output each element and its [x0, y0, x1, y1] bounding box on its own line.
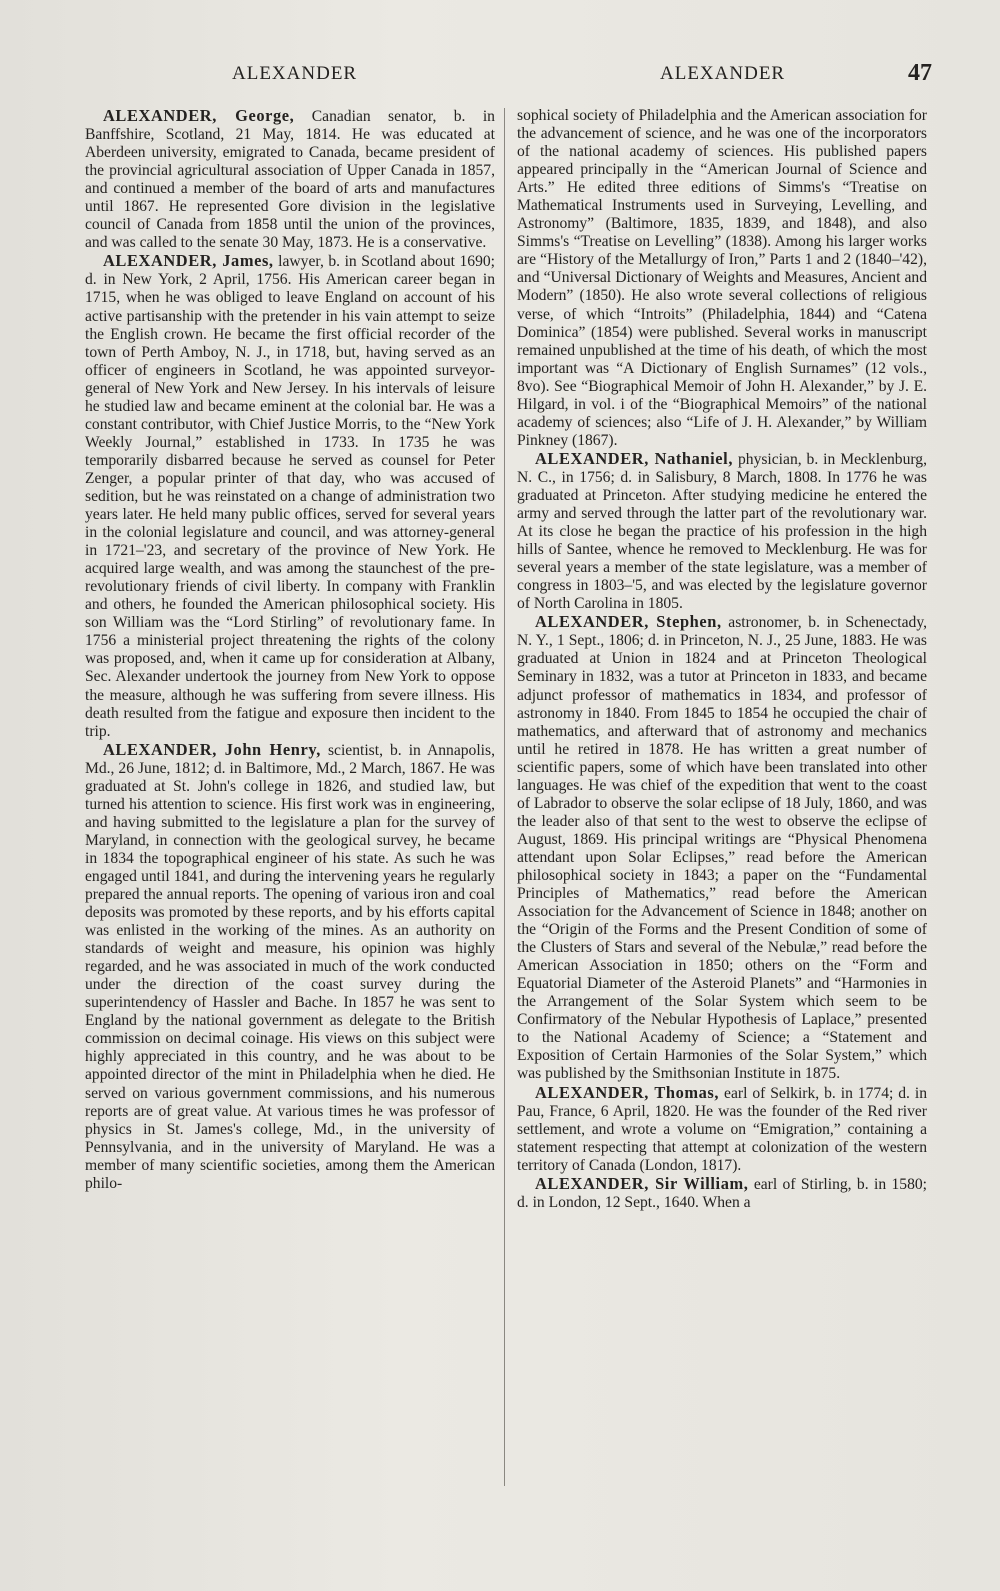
page-number: 47: [908, 60, 932, 86]
entry-name: ALEXANDER, James,: [103, 251, 274, 271]
entry-text: astronomer, b. in Schenectady, N. Y., 1 Sept., 1806; d. in Princeton, N. J., 25 June, 1883. He was graduated at Union in 1824 and at Princeton Theological Seminary in 1832, was a tutor at Princeton in 1833, and became adjunct professor of mathematics in 1834, and professor of astronomy in 1840. From 1845 to 1854 he occupied the chair of mathematics, and afterward that of astronomy and mechanics until he retired in 1878. He has written a great number of scientific papers, some of which have been translated into other languages. He was chief of the expedition that went to the coast of Labrador to observe the solar eclipse of 18 July, 1860, and was the leader also of that sent to the west to observe the eclipse of August, 1869. His principal writings are “Physical Phenomena attendant upon Solar Eclipses,” read before the American philosophical society in 1843; a paper on the “Fundamental Principles of Mathematics,” read before the American Association for the Advancement of Science in 1848; another on the “Origin of the Forms and the Present Condition of some of the Clusters of Stars and several of the Nebulæ,” read before the American Association in 1850; others on the “Form and Equatorial Diameter of the Asteroid Planets” and “Harmonies in the Arrangement of the Solar System which seem to be Confirmatory of the Nebular Hypothesis of Laplace,” presented to the National Academy of Science; a “Statement and Exposition of Certain Harmonies of the Solar System,” which was published by the Smithsonian Institute in 1875.: [517, 614, 928, 1083]
entry-name: ALEXANDER, George,: [103, 106, 295, 125]
entry-text: lawyer, b. in Scotland about 1690; d. in New York, 2 April, 1756. His American career began in 1715, when he was obliged to leave England on account of his active partisanship with the pretender in his vain attempt to seize the English crown. He became the first official recorder of the town of Perth Amboy, N. J., in 1718, but, having served as an officer of engineers in Scotland, he was appointed surveyor-general of New York and New Jersey. In his intervals of leisure he studied law and became eminent at the colonial bar. He was a constant contributor, with Chief Justice Morris, to the “New York Weekly Journal,” established in 1733. In 1735 he was temporarily disbarred because he served as counsel for Peter Zenger, a popular printer of that day, who was accused of sedition, but he was reinstated on a change of administration two years later. He held many public offices, served for several years in the colonial legislature and council, and was attorney-general in 1721–'23, and secretary of the province of New York. He acquired large wealth, and was among the staunchest of the pre-revolutionary friends of civil liberty. In company with Franklin and others, he founded the American philosophical society. His son William was the “Lord Stirling” of revolutionary fame. In 1756 a ministerial project threatening the rights of the colony was proposed, and, when it came up for consideration at Albany, Sec. Alexander undertook the journey from New York to oppose the measure, although he was suffering from severe illness. His death resulted from the fatigue and exposure then incident to the trip.: [85, 253, 496, 740]
entry-continuation: [517, 107, 927, 450]
entry-name: ALEXANDER, Thomas,: [535, 1082, 720, 1102]
left-column: [85, 107, 495, 1193]
entry-name: ALEXANDER, Sir William,: [535, 1173, 749, 1193]
entry-text: physician, b. in Mecklenburg, N. C., in 1756; d. in Salisbury, 8 March, 1808. In 1776 he was graduated at Princeton. After studying medicine he entered the army and served through the latter part of the revolutionary war. At its close he began the practice of his profession in the high hills of Santee, whence he removed to Mecklenburg. He was for several years a member of the state legislature, was a member of congress in 1803–'5, and was elected by the legislature governor of North Carolina in 1805.: [517, 450, 927, 613]
entry-text: sophical society of Philadelphia and the American association for the advancement of science, and he was one of the incorporators of the national academy of sciences. His published papers appeared principally in the “American Journal of Science and Arts.” He edited three editions of Simms's “Treatise on Mathematical Instruments used in Surveying, Levelling, and Astronomy” (Baltimore, 1835, 1839, and 1848), and also Simms's “Treatise on Levelling” (1838). Among his larger works are “History of the Metallurgy of Iron,” Parts 1 and 2 (1840–'42), and “Universal Dictionary of Weights and Measures, Ancient and Modern” (1850). He also wrote several collections of religious verse, of which “Introits” (Philadelphia, 1844) and “Catena Dominica” (1854) were published. Several works in manuscript remained unpublished at the time of his death, of which the most important was “A Dictionary of English Surnames” (12 vols., 8vo). See “Biographical Memoir of John H. Alexander,” by J. E. Hilgard, in vol. i of the “Biographical Memoirs” of the national academy of sciences; also “Life of J. H. Alexander,” by William Pinkney (1867).: [517, 107, 927, 449]
entry-name: ALEXANDER, John Henry,: [103, 739, 321, 759]
header-left: ALEXANDER: [232, 63, 358, 84]
entry-stephen-alexander: [517, 613, 927, 1083]
entry-william-alexander: [517, 1175, 927, 1212]
running-header: [0, 60, 1000, 94]
entry-text: earl of Selkirk, b. in 1774; d. in Pau, France, 6 April, 1820. He was the founder of the Red river settlement, and wrote a volume on “Emigration,” containing a statement respecting that attempt at colonization of the western territory of Canada (London, 1817).: [517, 1084, 927, 1174]
entry-james-alexander: [85, 252, 495, 740]
header-right: ALEXANDER: [660, 63, 786, 84]
entry-text: Canadian senator, b. in Banffshire, Scotland, 21 May, 1814. He was educated at Aberdeen university, emigrated to Canada, became president of the provincial agricultural association of Upper Canada in 1857, and continued a member of the board of arts and manufactures until 1867. He represented Gore division in the legislative council of Canada from 1858 until the union of the provinces, and was called to the senate 30 May, 1873. He is a conservative.: [85, 108, 495, 252]
entry-text: earl of Stirling, b. in 1580; d. in London, 12 Sept., 1640. When a: [517, 1175, 927, 1211]
entry-thomas-alexander: [517, 1084, 927, 1175]
entry-name: ALEXANDER, Stephen,: [535, 612, 722, 632]
entry-name: ALEXANDER, Nathaniel,: [535, 448, 734, 468]
right-column: [517, 107, 927, 1212]
column-divider: [504, 108, 505, 1486]
entry-george-alexander: [85, 107, 495, 252]
entry-text: scientist, b. in Annapolis, Md., 26 June, 1812; d. in Baltimore, Md., 2 March, 1867. He was graduated at St. John's college in 1826, and studied law, but turned his attention to science. His first work was in engineering, and having submitted to the legislature a plan for the survey of Maryland, in connection with the geological survey, he became in 1834 the topographical engineer of his state. As such he was engaged until 1841, and during the intervening years he regularly prepared the annual reports. The opening of various iron and coal deposits was promoted by these reports, and by his efforts capital was enlisted in the working of the mines. As an authority on standards of weight and measure, his opinion was highly regarded, and he was associated in much of the work conducted under the direction of the coast survey during the superintendency of Hassler and Bache. In 1857 he was sent to England by the national government as delegate to the British commission on decimal coinage. His views on this subject were highly appreciated in this country, and he was about to be appointed director of the mint in Philadelphia when he died. He served on various government commissions, and his numerous reports are of great value. At various times he was professor of physics in St. James's college, Md., in the university of Pennsylvania, and in the university of Maryland. He was a member of many scientific societies, among them the American philo-: [85, 741, 495, 1192]
entry-john-henry-alexander: [85, 741, 495, 1193]
entry-nathaniel-alexander: [517, 450, 927, 613]
